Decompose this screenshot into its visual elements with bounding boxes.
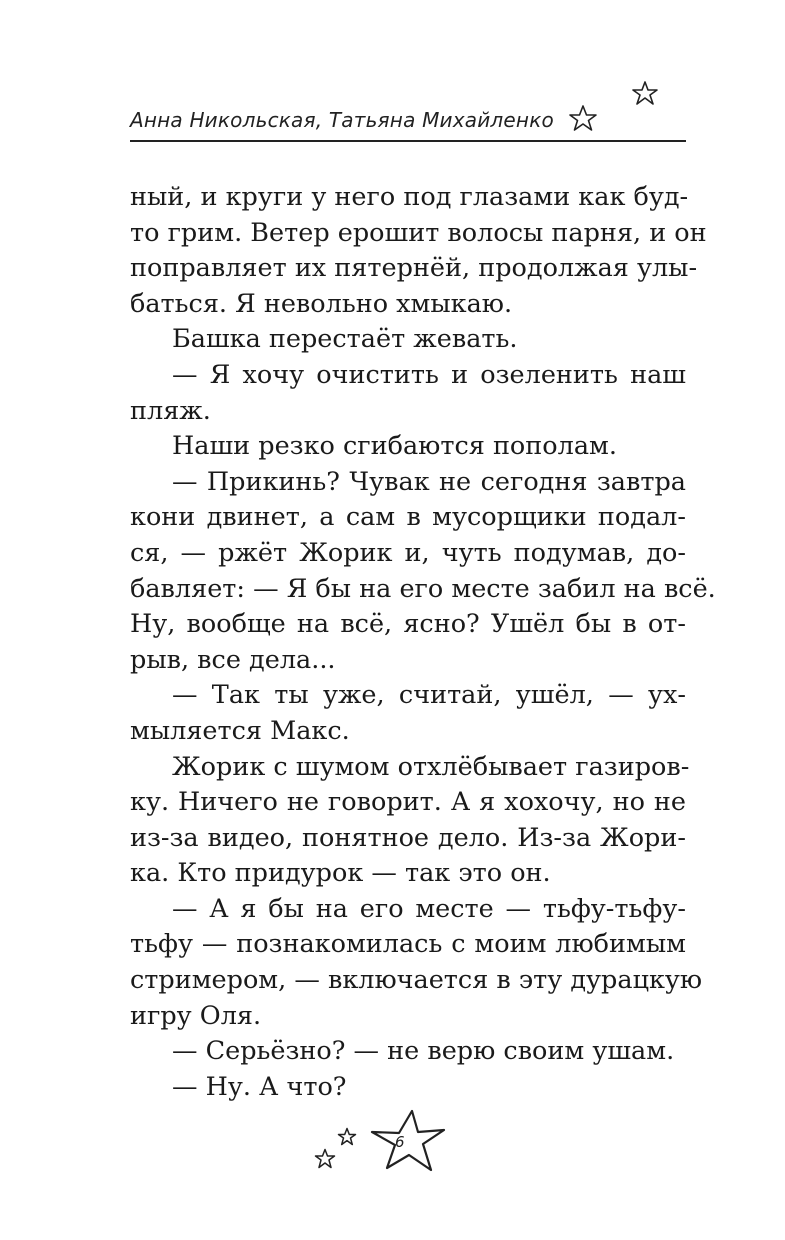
- text-line: ка. Кто придурок — так это он.: [130, 858, 551, 889]
- text-line: игру Оля.: [130, 1000, 262, 1031]
- text-line: ку. Ничего не говорит. А я хохочу, но не: [130, 787, 686, 818]
- text-line: рыв, все дела...: [130, 644, 336, 675]
- star-icon: [631, 80, 659, 106]
- text-line: мыляется Макс.: [130, 715, 350, 746]
- running-header: [130, 108, 686, 142]
- text-line: Жорик с шумом отхлёбывает газиров-: [172, 751, 690, 782]
- text-line: баться. Я невольно хмыкаю.: [130, 288, 513, 319]
- star-icon: [568, 104, 598, 132]
- text-line: поправляет их пятернёй, продолжая улы-: [130, 253, 698, 284]
- text-line: ный, и круги у него под глазами как буд-: [130, 182, 689, 212]
- text-line: Наши резко сгибаются пополам.: [172, 431, 617, 462]
- page-number-star-icon: [368, 1108, 448, 1174]
- text-line: — Серьёзно? — не верю своим ушам.: [172, 1036, 675, 1067]
- text-line: — Прикинь? Чувак не сегодня завтра: [172, 466, 686, 497]
- header-rule: [130, 140, 686, 142]
- text-line: — Так ты уже, считай, ушёл, — ух-: [172, 680, 686, 711]
- text-line: бавляет: — Я бы на его месте забил на всё.: [130, 573, 716, 604]
- star-icon: [337, 1127, 357, 1147]
- text-line: Ну, вообще на всё, ясно? Ушёл бы в от-: [130, 609, 686, 640]
- text-line: стримером, — включается в эту дурацкую: [130, 965, 703, 996]
- text-line: Башка перестаёт жевать.: [172, 324, 518, 355]
- text-line: тьфу — познакомилась с моим любимым: [130, 929, 686, 960]
- text-line: пляж.: [130, 395, 211, 426]
- running-title: Анна Никольская, Татьяна Михайленко: [130, 108, 554, 132]
- star-icon: [314, 1148, 336, 1170]
- text-line: ся, — ржёт Жорик и, чуть подумав, до-: [130, 537, 686, 568]
- page-body: [130, 180, 716, 1105]
- text-line: кони двинет, а сам в мусорщики подал-: [130, 502, 686, 533]
- text-line: — А я бы на его месте — тьфу-тьфу-: [172, 893, 686, 924]
- text-line: — Я хочу очистить и озеленить наш: [172, 359, 686, 390]
- text-line: из-за видео, понятное дело. Из-за Жори-: [130, 822, 686, 853]
- text-line: то грим. Ветер ерошит волосы парня, и он: [130, 217, 707, 248]
- text-line: — Ну. А что?: [172, 1071, 347, 1102]
- page-number: 6: [395, 1133, 405, 1151]
